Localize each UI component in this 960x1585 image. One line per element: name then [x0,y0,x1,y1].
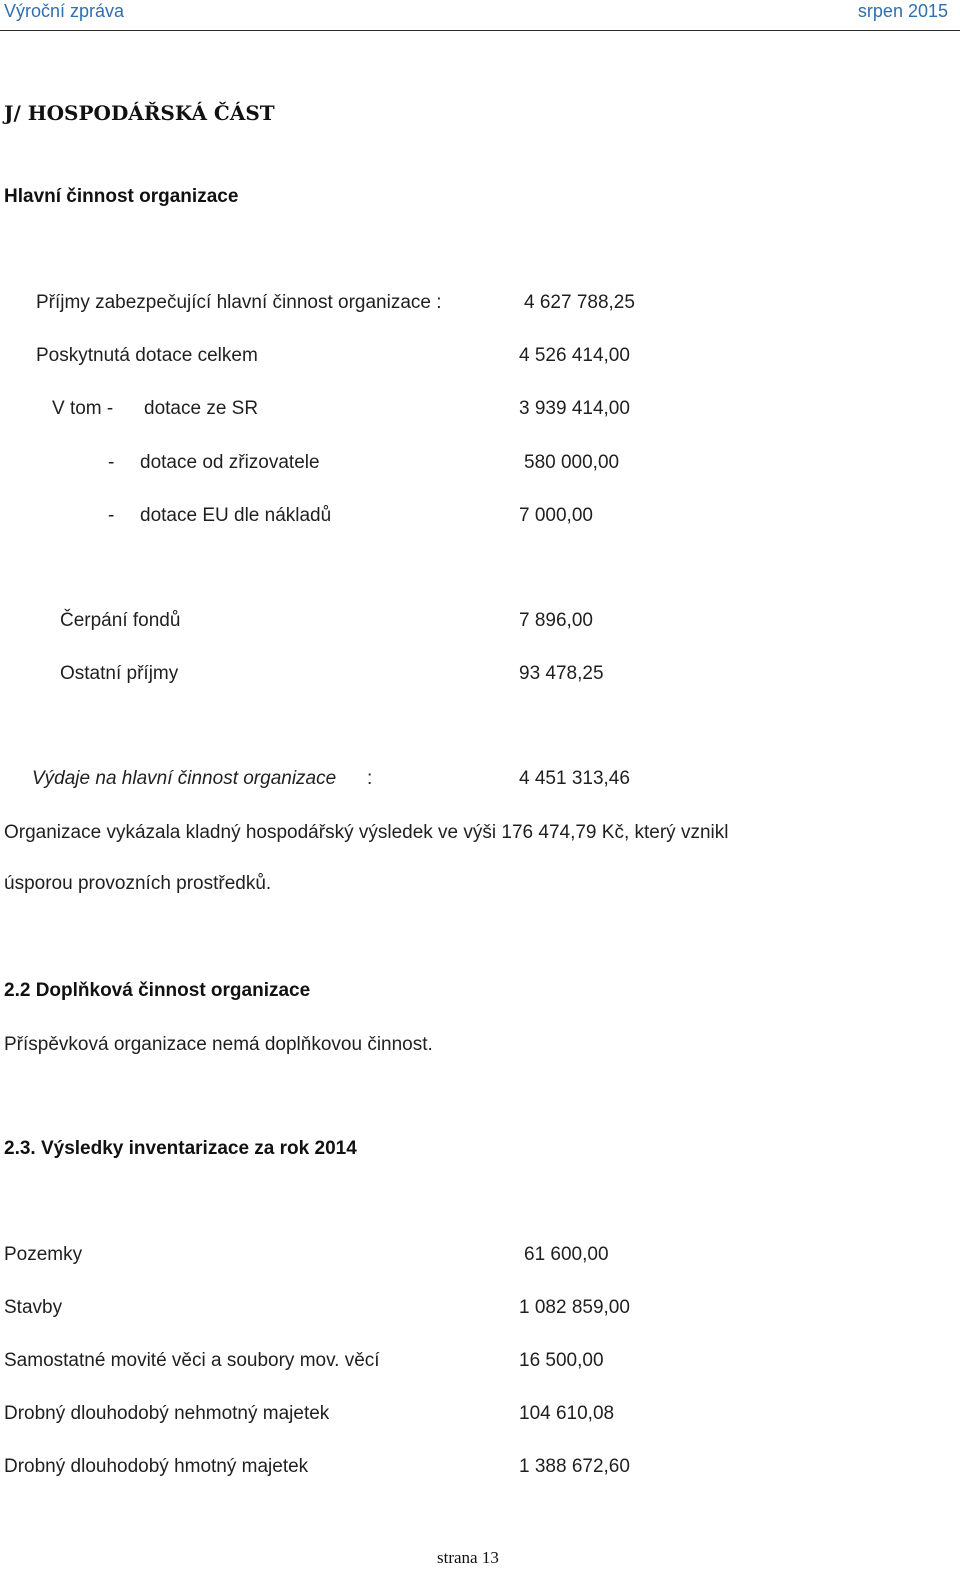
funds-value: 7 896,00 [519,610,593,631]
subsidy-eu-label: dotace EU dle nákladů [140,505,332,526]
subsidy-founder-value: 580 000,00 [524,452,620,473]
expenses-label: Výdaje na hlavní činnost organizace [32,768,337,789]
dash-eu: - [108,505,115,526]
secondary-activity-heading: 2.2 Doplňková činnost organizace [4,980,311,1001]
expenses-value: 4 451 313,46 [519,768,630,789]
inventory-item-label: Drobný dlouhodobý hmotný majetek [4,1456,309,1477]
secondary-activity-text: Příspěvková organizace nemá doplňkovou činnost. [4,1034,433,1055]
inventory-item-value: 1 082 859,00 [519,1297,630,1318]
inventory-item-value: 104 610,08 [519,1403,615,1424]
dash-founder: - [108,452,115,473]
section-title: J/ HOSPODÁŘSKÁ ČÁST [4,101,275,125]
header-date: srpen 2015 [857,1,948,21]
of-which-prefix: V tom - [52,398,114,419]
inventory-item-label: Pozemky [4,1244,83,1265]
subsidy-sr-value: 3 939 414,00 [519,398,630,419]
subsidy-sr-label: dotace ze SR [144,398,259,419]
income-value: 4 627 788,25 [524,292,635,313]
inventory-item-value: 61 600,00 [524,1244,609,1265]
inventory-item-value: 16 500,00 [519,1350,604,1371]
inventory-heading: 2.3. Výsledky inventarizace za rok 2014 [4,1138,357,1159]
other-income-value: 93 478,25 [519,663,604,684]
subsidy-total-value: 4 526 414,00 [519,345,630,366]
inventory-item-label: Drobný dlouhodobý nehmotný majetek [4,1403,330,1424]
expenses-colon: : [367,768,373,789]
income-label: Příjmy zabezpečující hlavní činnost organizace : [36,292,442,313]
other-income-label: Ostatní příjmy [60,663,179,684]
page-number: strana 13 [437,1548,499,1567]
result-text-line-1: Organizace vykázala kladný hospodářský výsledek ve výši 176 474,79 Kč, který vznikl [4,822,729,843]
result-text-line-2: úsporou provozních prostředků. [4,873,272,894]
inventory-item-value: 1 388 672,60 [519,1456,630,1477]
main-activity-heading: Hlavní činnost organizace [4,186,239,207]
funds-label: Čerpání fondů [60,610,181,631]
subsidy-eu-value: 7 000,00 [519,505,593,526]
inventory-item-label: Stavby [4,1297,63,1318]
subsidy-founder-label: dotace od zřizovatele [140,452,320,473]
page-header [0,0,960,31]
subsidy-total-label: Poskytnutá dotace celkem [36,345,258,366]
inventory-item-label: Samostatné movité věci a soubory mov. věcí [4,1350,380,1371]
header-title: Výroční zpráva [4,1,125,21]
